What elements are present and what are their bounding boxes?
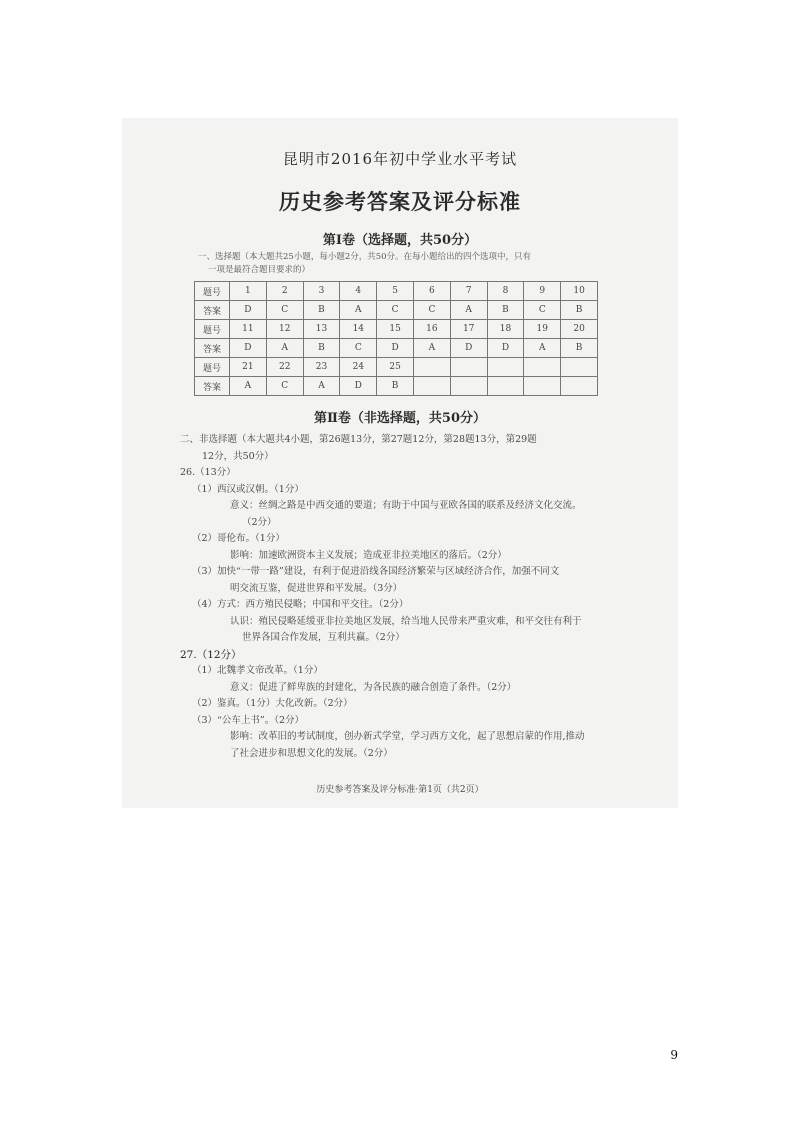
answer-line: 意义：促进了鲜卑族的封建化，为各民族的融合创造了条件。（2分） [230, 681, 517, 693]
answer-line: 明交流互鉴，促进世界和平发展。（3分） [230, 582, 403, 594]
table-cell: D [450, 339, 487, 358]
table-cell: 20 [561, 320, 598, 339]
answer-line: （2）哥伦布。（1分） [192, 533, 285, 544]
table-cell: 11 [230, 320, 267, 339]
table-cell [487, 377, 524, 396]
row-label: 答案 [195, 301, 230, 320]
table-cell: B [303, 339, 340, 358]
part2-heading: 第Ⅱ卷（非选择题，共50分） [313, 411, 487, 426]
table-cell: 15 [377, 320, 414, 339]
table-cell: 19 [524, 320, 561, 339]
table-cell: C [266, 301, 303, 320]
table-cell: 14 [340, 320, 377, 339]
table-cell: 9 [524, 282, 561, 301]
part1-instructions [198, 251, 618, 277]
row-label: 答案 [195, 377, 230, 396]
table-cell: 10 [561, 282, 598, 301]
table-cell: 4 [340, 282, 377, 301]
table-cell [561, 358, 598, 377]
table-cell [524, 377, 561, 396]
table-row [195, 282, 598, 301]
scanned-answer-sheet [122, 118, 678, 808]
answer-line: 26.（13分） [180, 467, 236, 478]
row-label: 题号 [195, 320, 230, 339]
answer-line: （1）西汉或汉朝。（1分） [192, 483, 304, 495]
table-cell: B [487, 301, 524, 320]
table-cell: D [230, 339, 267, 358]
instruction-line: 一、选择题（本大题共25小题，每小题2分，共50分。在每小题给出的四个选项中，只有 [198, 252, 532, 262]
table-cell: 7 [450, 282, 487, 301]
document-subtitle: 历史参考答案及评分标准 [279, 189, 521, 214]
table-cell: A [230, 377, 267, 396]
part1-heading: 第Ⅰ卷（选择题，共50分） [322, 233, 478, 248]
table-cell: 16 [413, 320, 450, 339]
answer-line: 12分，共50分） [202, 450, 274, 462]
answer-line: （2分） [242, 516, 277, 528]
table-cell: A [524, 339, 561, 358]
table-cell: B [377, 377, 414, 396]
part2-answers [180, 432, 630, 762]
table-cell: D [230, 301, 267, 320]
answer-line: （3）“公车上书”。（2分） [192, 714, 305, 726]
table-cell: 2 [266, 282, 303, 301]
table-cell: A [450, 301, 487, 320]
table-cell [413, 358, 450, 377]
table-row [195, 320, 598, 339]
answer-line: 意义：丝绸之路是中西交通的要道；有助于中国与亚欧各国的联系及经济文化交流。 [230, 500, 582, 511]
table-cell [487, 358, 524, 377]
table-cell [413, 377, 450, 396]
table-cell: C [524, 301, 561, 320]
table-cell: B [561, 301, 598, 320]
table-cell: B [303, 301, 340, 320]
table-cell: 1 [230, 282, 267, 301]
table-cell [561, 377, 598, 396]
table-cell: 22 [266, 358, 303, 377]
table-row [195, 358, 598, 377]
answer-line: 二、非选择题（本大题共4小题，第26题13分，第27题12分，第28题13分，第29题 [180, 434, 537, 445]
table-cell: 8 [487, 282, 524, 301]
table-cell: C [413, 301, 450, 320]
table-cell: D [340, 377, 377, 396]
table-cell: A [340, 301, 377, 320]
answer-line: （2）鉴真。（1分）大化改新。（2分） [192, 698, 353, 709]
table-cell: C [340, 339, 377, 358]
table-cell: D [377, 339, 414, 358]
row-label: 题号 [195, 358, 230, 377]
table-cell: 18 [487, 320, 524, 339]
exam-title: 昆明市2016年初中学业水平考试 [282, 150, 518, 168]
table-cell: 23 [303, 358, 340, 377]
answer-line: 影响：改革旧的考试制度，创办新式学堂，学习西方文化，起了思想启蒙的作用,推动 [230, 731, 585, 742]
table-cell: 3 [303, 282, 340, 301]
answer-line: 27.（12分） [180, 648, 242, 661]
table-cell: 21 [230, 358, 267, 377]
table-cell: 24 [340, 358, 377, 377]
table-row [195, 377, 598, 396]
answer-line: （3）加快“一带一路”建设，有利于促进沿线各国经济繁荣与区域经济合作，加强不同文 [192, 566, 560, 577]
table-cell: 12 [266, 320, 303, 339]
instruction-line: 一项是最符合题目要求的） [208, 265, 311, 275]
table-cell [450, 358, 487, 377]
table-cell: 5 [377, 282, 414, 301]
table-row [195, 301, 598, 320]
answer-line: 认识：殖民侵略延缓亚非拉美地区发展，给当地人民带来严重灾难，和平交往有利于 [230, 615, 582, 627]
answer-line: 影响：加速欧洲资本主义发展；造成亚非拉美地区的落后。（2分） [230, 549, 507, 561]
table-cell: 17 [450, 320, 487, 339]
table-row [195, 339, 598, 358]
row-label: 答案 [195, 339, 230, 358]
table-cell: C [377, 301, 414, 320]
table-cell: 6 [413, 282, 450, 301]
page-number: 9 [670, 1048, 678, 1062]
table-cell: A [413, 339, 450, 358]
page-footer: 历史参考答案及评分标准·第1页（共2页） [316, 785, 484, 795]
table-cell [450, 377, 487, 396]
table-cell: B [561, 339, 598, 358]
table-cell: A [303, 377, 340, 396]
table-cell: D [487, 339, 524, 358]
table-cell: A [266, 339, 303, 358]
table-cell [524, 358, 561, 377]
answer-line: 世界各国合作发展，互利共赢。（2分） [242, 632, 405, 643]
table-cell: 25 [377, 358, 414, 377]
table-cell: C [266, 377, 303, 396]
answer-line: （1）北魏孝文帝改革。（1分） [192, 665, 323, 676]
answer-line: 了社会进步和思想文化的发展。（2分） [230, 747, 393, 759]
answer-line: （4）方式：西方殖民侵略；中国和平交往。（2分） [192, 599, 409, 610]
answer-table [194, 281, 598, 396]
row-label: 题号 [195, 282, 230, 301]
table-cell: 13 [303, 320, 340, 339]
